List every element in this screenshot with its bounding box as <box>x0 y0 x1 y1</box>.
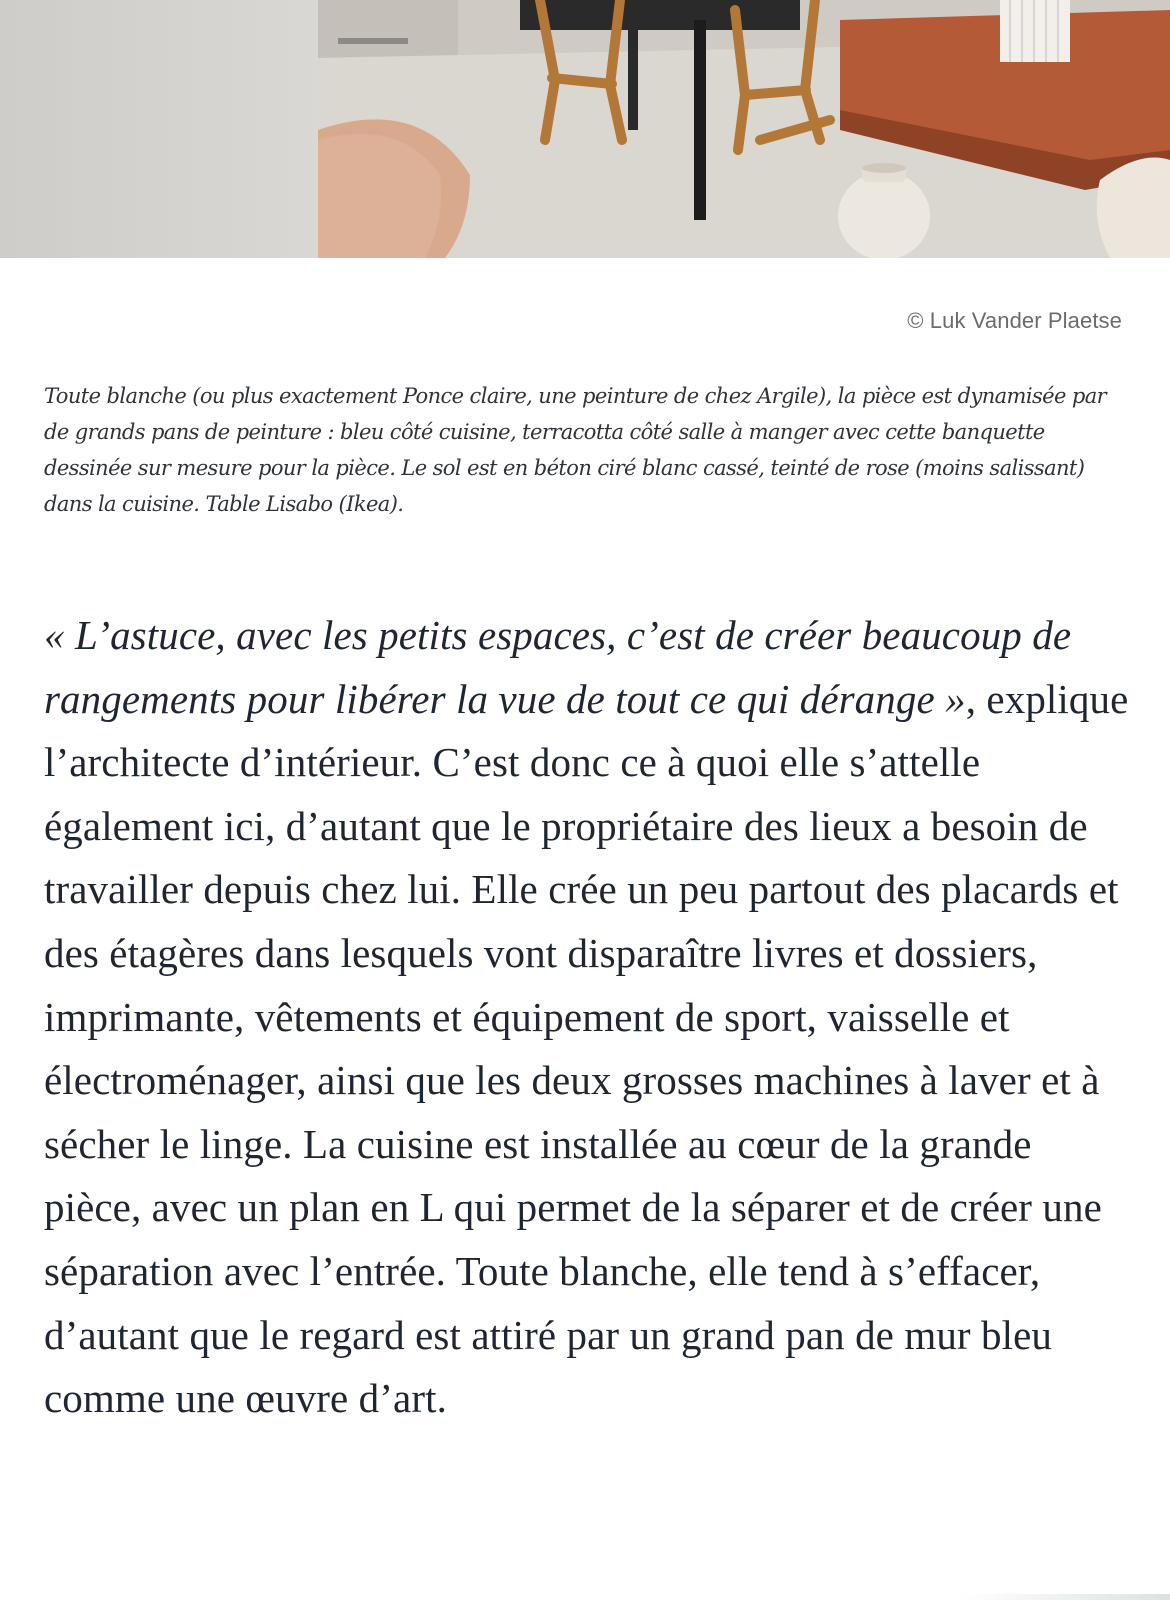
article-quote: « L’astuce, avec les petits espaces, c’est de créer beaucoup de rangements pour libérer la vue de tout ce qui dérange » <box>44 612 1072 722</box>
article-text: , explique l’architecte d’intérieur. C’est donc ce à quoi elle s’attelle également ici, d’autant que le propriétaire des lieux a besoin de travailler depuis chez lui. Elle crée un peu partout des placards et des étagères dans lesquels vont disparaître livres et dossiers, imprimante, vêtements et équipement de sport, vaisselle et électroménager, ainsi que les deux grosses machines à laver et à sécher le linge. La cuisine est installée au cœur de la grande pièce, avec un plan en L qui permet de la séparer et de créer une séparation avec l’entrée. Toute blanche, elle tend à s’effacer, d’autant que le regard est attiré par un grand pan de mur bleu comme une œuvre d’art. <box>44 675 1129 1422</box>
decorative-divider <box>960 1594 1170 1600</box>
article-paragraph <box>44 604 1134 1431</box>
article-photo <box>0 0 1170 258</box>
interior-photo-icon <box>0 0 1170 258</box>
photo-caption: Toute blanche (ou plus exactement Ponce claire, une peinture de chez Argile), la pièce est dynamisée par de grands pans de peinture : bleu côté cuisine, terracotta côté salle à manger avec cette banquette dessinée sur mesure pour la pièce. Le sol est en béton ciré blanc cassé, teinté de rose (moins salissant) dans la cuisine. Table Lisabo (Ikea). <box>44 384 1107 516</box>
photo-credit: © Luk Vander Plaetse <box>907 308 1122 333</box>
